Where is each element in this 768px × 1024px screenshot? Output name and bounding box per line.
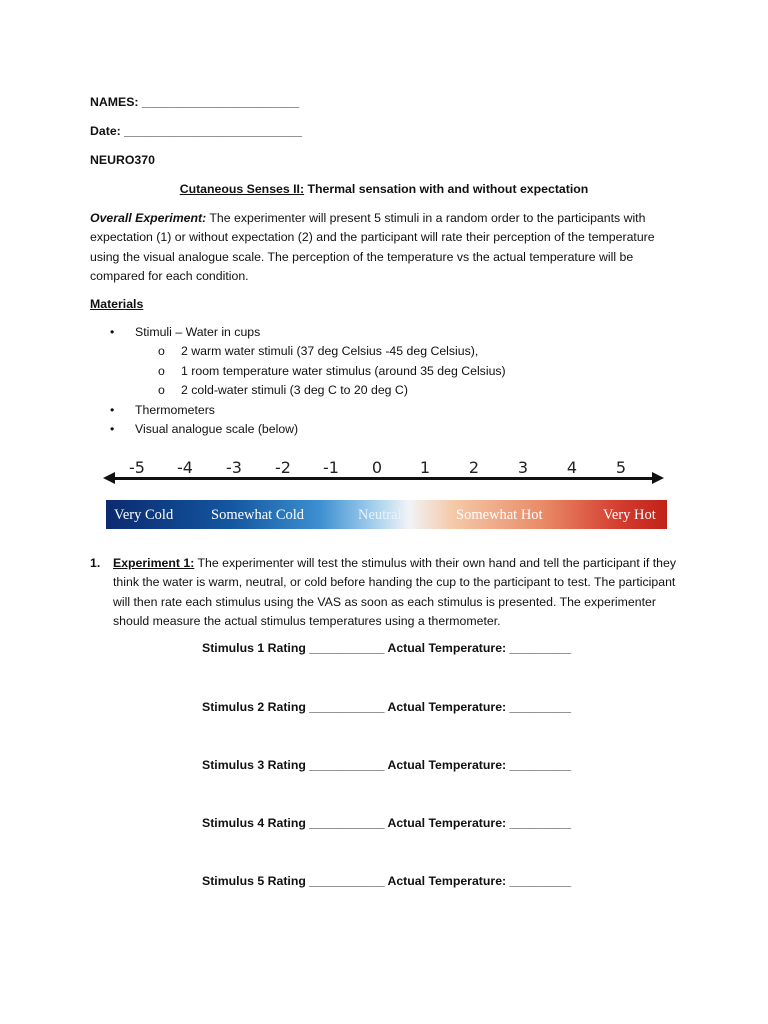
title-rest: Thermal sensation with and without expectation	[304, 182, 589, 196]
title-underlined: Cutaneous Senses II:	[179, 182, 305, 196]
date-field: Date: __________________________	[90, 124, 302, 138]
scale-tick-label: -5	[129, 458, 145, 477]
stimulus-rating-line: Stimulus 1 Rating ___________ Actual Temperature: _________	[202, 641, 572, 655]
scale-tick-label: 0	[371, 458, 383, 477]
scale-label-very-cold: Very Cold	[114, 507, 174, 523]
list-item: Visual analogue scale (below)	[135, 422, 299, 436]
arrow-right-icon	[652, 472, 664, 484]
scale-tick-label: -2	[275, 458, 291, 477]
sub-bullet-icon: o	[158, 364, 165, 378]
scale-tick-label: -3	[226, 458, 242, 477]
scale-label-somewhat-hot: Somewhat Hot	[456, 507, 543, 523]
scale-tick-label: -1	[323, 458, 339, 477]
experiment-number: 1.	[90, 556, 101, 570]
temperature-color-bar	[106, 500, 667, 529]
sub-list-item: 2 warm water stimuli (37 deg Celsius -45 deg Celsius),	[181, 344, 479, 358]
materials-heading: Materials	[90, 297, 144, 311]
scale-label-very-hot: Very Hot	[603, 507, 656, 523]
scale-ticks	[105, 458, 667, 488]
sub-bullet-icon: o	[158, 383, 165, 397]
arrow-left-icon	[103, 472, 115, 484]
scale-tick-label: 3	[517, 458, 529, 477]
scale-tick-label: 5	[615, 458, 627, 477]
bullet-icon: •	[110, 325, 115, 339]
names-field: NAMES: _______________________	[90, 95, 300, 109]
experiment-1-lead: Experiment 1:	[113, 556, 195, 570]
sub-bullet-icon: o	[158, 344, 165, 358]
overview-text: The experimenter will present 5 stimuli in a random order to the participants with expectation (1) or without expectation (2) and the participant will rate their perception of the temperature using the visual analogue scale. The perception of the temperature vs the actual temperature will be compared for each condition.	[90, 211, 655, 283]
stimulus-rating-line: Stimulus 2 Rating ___________ Actual Temperature: _________	[202, 700, 572, 714]
scale-label-neutral: Neutral	[358, 507, 402, 523]
overview-paragraph	[90, 209, 680, 286]
list-item: Stimuli – Water in cups	[135, 325, 261, 339]
scale-tick-label: 1	[419, 458, 431, 477]
experiment-1-paragraph	[113, 554, 679, 631]
overview-lead: Overall Experiment:	[90, 211, 207, 225]
sub-list-item: 1 room temperature water stimulus (around 35 deg Celsius)	[181, 364, 506, 378]
stimulus-rating-line: Stimulus 5 Rating ___________ Actual Temperature: _________	[202, 874, 572, 888]
scale-tick-label: 4	[566, 458, 578, 477]
scale-axis-line	[107, 477, 657, 480]
document-title	[90, 182, 678, 196]
scale-tick-label: 2	[468, 458, 480, 477]
scale-label-somewhat-cold: Somewhat Cold	[211, 507, 305, 523]
stimulus-rating-line: Stimulus 3 Rating ___________ Actual Temperature: _________	[202, 758, 572, 772]
bullet-icon: •	[110, 403, 115, 417]
experiment-1-text: The experimenter will test the stimulus with their own hand and tell the participant if they think the water is warm, neutral, or cold before handing the cup to the participant to test. The participant will then rate each stimulus using the VAS as soon as each stimulus is presented. The experimenter should measure the actual stimulus temperatures using a thermometer.	[113, 556, 676, 628]
bullet-icon: •	[110, 422, 115, 436]
list-item: Thermometers	[135, 403, 215, 417]
sub-list-item: 2 cold-water stimuli (3 deg C to 20 deg C)	[181, 383, 408, 397]
scale-tick-label: -4	[177, 458, 193, 477]
course-code: NEURO370	[90, 153, 155, 167]
stimulus-rating-line: Stimulus 4 Rating ___________ Actual Temperature: _________	[202, 816, 572, 830]
